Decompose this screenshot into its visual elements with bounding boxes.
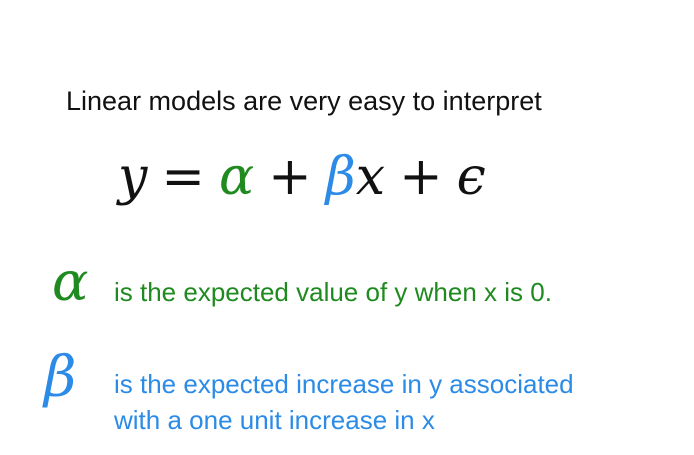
alpha-symbol: α [52,250,89,313]
beta-description-line-2: with a one unit increase in x [114,405,435,435]
equation-epsilon: ϵ [456,147,486,207]
equation-y: y [118,147,148,207]
equation-x: x [355,147,386,207]
alpha-description: is the expected value of y when x is 0. [114,277,552,307]
beta-description [114,366,689,438]
equation-beta: β [325,147,356,207]
slide-heading: Linear models are very easy to interpret [66,86,542,116]
equation-plus-1: + [268,147,312,207]
beta-symbol: β [44,345,77,410]
linear-model-equation [118,146,486,208]
equation-equals: = [161,147,205,207]
equation-plus-2: + [399,147,443,207]
equation-alpha: α [218,147,255,207]
beta-description-line-1: is the expected increase in y associated [114,369,574,399]
